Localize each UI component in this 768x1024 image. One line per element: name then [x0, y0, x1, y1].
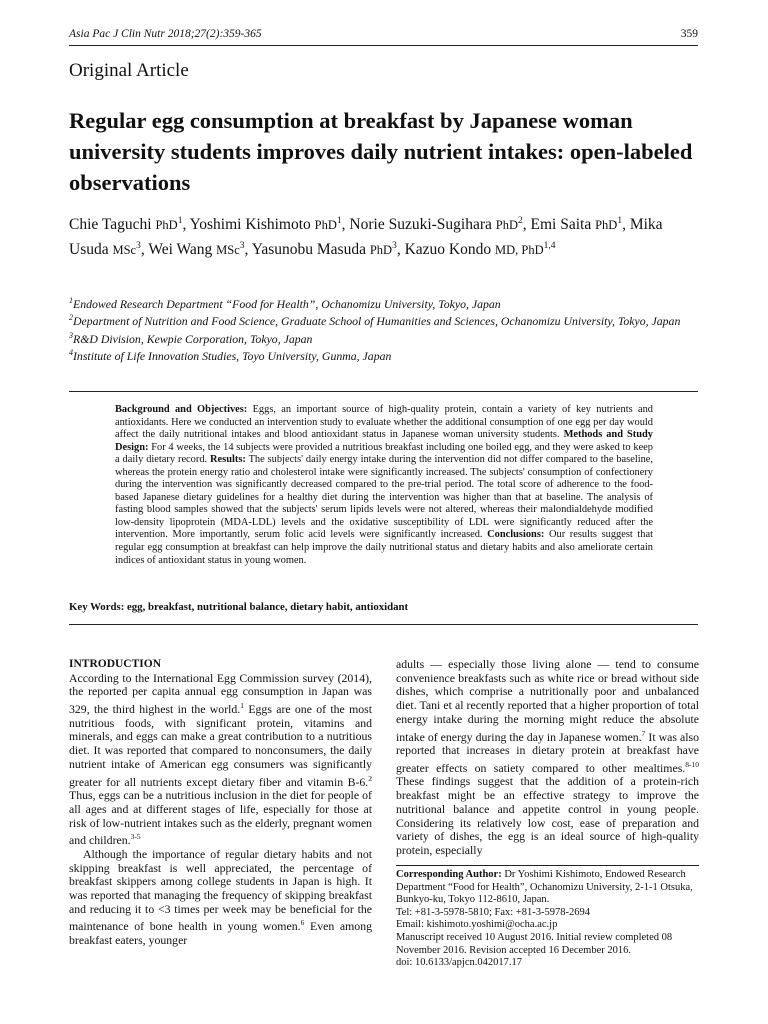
- abstract-methods-text: For 4 weeks, the 14 subjects were provided a nutritious breakfast including one boiled egg, and they were asked to keep a daily dietary record.: [115, 441, 653, 466]
- affiliation-text: Institute of Life Innovation Studies, Toyo University, Gunma, Japan: [73, 348, 392, 363]
- author-degree: PhD: [155, 218, 178, 233]
- affiliation-text: Department of Nutrition and Food Science, Graduate School of Humanities and Sciences, Ochanomizu University, Tokyo, Japan: [73, 314, 681, 329]
- intro-paragraph-continued: adults — especially those living alone — tend to consume convenience breakfasts such as white rice or bread without side dishes, which comprise a nutritionally poor and unbalanced diet. Tani et al recently reported that a higher proportion of total energy intake during the morning might reduce the absolute intake of energy during the day in Japanese women.$^7$ It was also reported that increases in dietary protein at breakfast have greater effects on satiety compared to other mealtimes.$^{8-10}$ These findings suggest that the addition of a protein-rich breakfast might be an effective strategy to improve the nutritional balance and appetite control in young people. Considering its relatively low cost, ease of preparation and variety of dishes, the egg is an ideal source of high-quality protein, especially: [396, 657, 699, 857]
- author-name: Chie Taguchi: [69, 216, 152, 234]
- author-list: Chie Taguchi PhD$^1$, Yoshimi Kishimoto PhD$^1$, Norie Suzuki-Sugihara PhD$^2$, Emi Saita PhD$^1$, Mika Usuda MSc$^3$, Wei Wang MSc$^3$, Yasunobu Masuda PhD$^3$, Kazuo Kondo MD, PhD$^{1,4}$: [69, 216, 663, 259]
- intro-paragraph-1: According to the International Egg Commission survey (2014), the reported per capita annual egg consumption in Japan was 329, the third highest in the world.$^1$ Eggs are one of the most nutritious foods, with significant protein, vitamins and minerals, and eggs can make a great contribution to a nutritious diet. It was reported that compared to nonconsumers, the daily nutrient intake of American egg consumers was significantly greater for all nutrients except dietary fiber and vitamin B-6.$^2$ Thus, eggs can be a nutritious inclusion in the diet for people of all ages and at different stages of life, especially for those at risk of low-nutrient intakes such as the elderly, pregnant women and children.$^{3-5}$: [69, 670, 373, 848]
- affiliation-number: 4: [69, 347, 73, 357]
- author-name: Yoshimi Kishimoto: [189, 216, 311, 234]
- author-entry: [190, 216, 342, 233]
- affiliation-text: Endowed Research Department “Food for Health”, Ochanomizu University, Tokyo, Japan: [73, 296, 501, 311]
- article-title: Regular egg consumption at breakfast by Japanese woman university students improves daily nutrient intakes: open-labeled observations: [69, 108, 693, 195]
- abstract-results-label: Results:: [210, 454, 246, 466]
- correspondence-block: [396, 869, 699, 970]
- correspondence-label: Corresponding Author:: [396, 869, 502, 880]
- abstract-conclusions-label: Conclusions:: [487, 529, 545, 541]
- affiliation-item: [69, 346, 699, 363]
- author-affiliation-mark: 1: [177, 216, 183, 226]
- author-entry: [531, 216, 623, 233]
- header-rule: [69, 45, 698, 46]
- body-column-right: [396, 658, 699, 858]
- abstract-background-label: Background and Objectives:: [115, 404, 248, 415]
- abstract-methods-label: Methods and Study Design:: [115, 429, 653, 453]
- author-affiliation-mark: 3: [239, 241, 245, 252]
- affiliation-list: [69, 294, 699, 363]
- manuscript-dates: Manuscript received 10 August 2016. Initial review completed 08 November 2016. Revision accepted 16 December 2016.: [396, 931, 673, 956]
- journal-citation: Asia Pac J Clin Nutr 2018;27(2):359-365: [69, 28, 262, 40]
- author-affiliation-mark: 3: [392, 241, 397, 252]
- correspondence-email[interactable]: Email: kishimoto.yoshimi@ocha.ac.jp: [396, 919, 558, 931]
- affiliation-number: 3: [69, 330, 73, 340]
- correspondence-author: Dr Yoshimi Kishimoto, Endowed Research Department “Food for Health”, Ochanomizu University, 2-1-1 Otsuka, Bunkyo-ku, Tokyo 112-8610, Japan.: [396, 869, 693, 906]
- author-affiliation-mark: 1: [336, 216, 342, 226]
- author-affiliation-mark: 1,4: [543, 241, 556, 252]
- abstract-conclusions-text: Our results suggest that regular egg consumption at breakfast can help improve the daily nutritional status and dietary habits and also ameliorate certain indices of antioxidant status in young women.: [115, 529, 653, 566]
- abstract-bottom-rule: [69, 624, 698, 625]
- author-degree: PhD: [595, 218, 618, 233]
- author-name: Wei Wang: [148, 241, 213, 259]
- affiliation-number: 1: [69, 296, 73, 305]
- author-degree: PhD: [495, 218, 518, 233]
- body-column-left: [69, 658, 372, 948]
- article-type: Original Article: [69, 60, 189, 81]
- author-affiliation-mark: 2: [518, 216, 523, 226]
- intro-paragraph-2: Although the importance of regular dietary habits and not skipping breakfast is well appreciated, the percentage of breakfast skippers among college students in Japan is high. It was reported that managing the frequency of skipping breakfast and reducing it to <3 times per week may be beneficial for the maintenance of bone health in young women.$^6$ Even among breakfast eaters, younger: [69, 846, 372, 948]
- author-name: Emi Saita: [530, 216, 592, 234]
- author-degree: MSc: [216, 243, 240, 258]
- author-entry: [69, 216, 182, 233]
- author-entry: [405, 241, 556, 258]
- author-name: Mika Usuda: [69, 216, 663, 259]
- correspondence-rule: [396, 865, 699, 866]
- keywords-text: egg, breakfast, nutritional balance, dietary habit, antioxidant: [124, 601, 409, 613]
- author-name: Yasunobu Masuda: [251, 241, 366, 259]
- author-affiliation-mark: 1: [617, 216, 623, 226]
- author-entry: [148, 241, 244, 258]
- correspondence-phone: Tel: +81-3-5978-5810; Fax: +81-3-5978-2694: [396, 906, 590, 918]
- abstract-results-text: The subjects' daily energy intake during the intervention did not differ compared to the baseline, whereas the protein energy ratio and cholesterol intake were significantly increased. The subjects' consumption of confectionery during the intervention was significantly decreased compared to the pre-trial period. The total score of adherence to the food-based Japanese dietary guidelines for a healthy diet during the intervention was higher than that at baseline. The analysis of fasting blood samples showed that the subjects' serum lipids levels were not altered, whereas their malondialdehyde modified low-density lipoprotein (MDA-LDL) levels and the oxidative susceptibility of LDL were significantly reduced after the intervention. More importantly, serum folic acid levels were significantly increased.: [115, 454, 653, 541]
- author-name: Kazuo Kondo: [404, 241, 492, 259]
- author-degree: MSc: [112, 243, 137, 258]
- author-degree: MD, PhD: [495, 243, 544, 258]
- author-name: Norie Suzuki-Sugihara: [349, 216, 492, 234]
- keywords-label: Key Words:: [69, 601, 125, 613]
- author-degree: PhD: [369, 243, 393, 258]
- author-degree: PhD: [314, 218, 337, 233]
- abstract-background-text: Eggs, an important source of high-quality protein, contain a variety of key nutrients and antioxidants. Here we conducted an intervention study to evaluate whether the additional consumption of one egg per day would affect the daily nutritional intakes and blood antioxidant status in Japanese woman university students.: [115, 404, 653, 441]
- section-heading-introduction: INTRODUCTION: [69, 658, 162, 670]
- affiliation-text: R&D Division, Kewpie Corporation, Tokyo, Japan: [73, 331, 313, 346]
- affiliation-number: 2: [69, 313, 73, 323]
- doi-link[interactable]: doi: 10.6133/apjcn.042017.17: [396, 957, 522, 969]
- abstract-top-rule: [69, 391, 698, 392]
- affiliation-item: [69, 311, 699, 328]
- keywords: [69, 601, 699, 613]
- author-entry: [349, 216, 522, 233]
- author-affiliation-mark: 3: [136, 241, 141, 252]
- author-entry: [252, 241, 397, 258]
- abstract: [115, 404, 653, 567]
- affiliation-item: [69, 294, 699, 311]
- page-number: 359: [680, 28, 698, 40]
- affiliation-item: [69, 329, 699, 346]
